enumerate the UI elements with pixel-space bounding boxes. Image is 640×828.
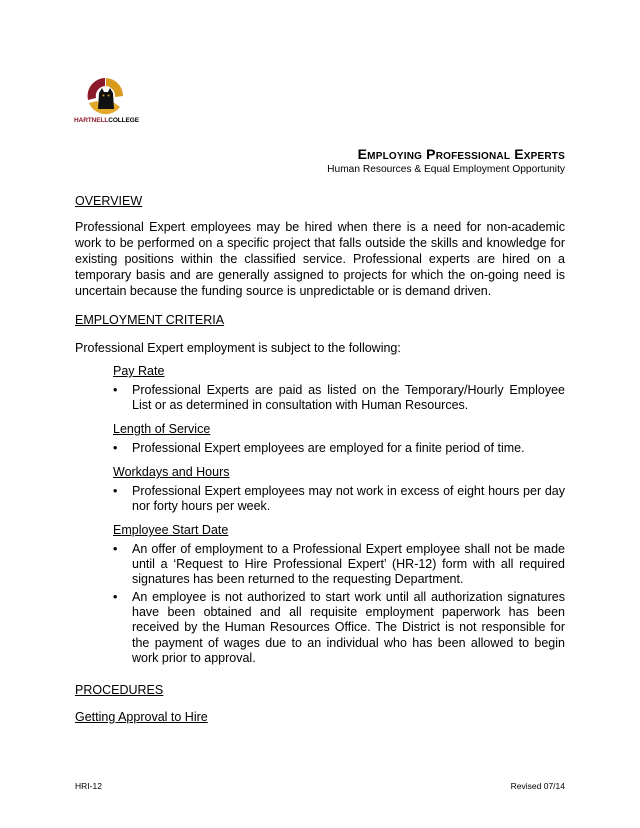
form-number: HRI-12 — [75, 781, 102, 791]
employee-start-date-subheading: Employee Start Date — [113, 523, 229, 537]
bullet-icon: • — [113, 383, 118, 397]
overview-paragraph: Professional Expert employees may be hired when there is a need for non-academic work to be performed on a specific project that falls outside the skills and knowledge for existing positions within the classified service. Professional experts are hired on a temporary basis and are generally assigned to projects for which the on-going need is uncertain because the funding source is unpredictable or is demand driven. — [75, 220, 565, 298]
employment-criteria-heading: EMPLOYMENT CRITERIA — [75, 313, 225, 327]
bullet-icon: • — [113, 590, 118, 604]
bullet-icon: • — [113, 484, 118, 498]
list-item: • Professional Expert employees are employed for a finite period of time. — [113, 441, 525, 455]
overview-heading: OVERVIEW — [75, 194, 143, 208]
length-of-service-subheading: Length of Service — [113, 422, 211, 436]
bullet-icon: • — [113, 542, 118, 556]
panther-seal-icon — [84, 76, 126, 116]
criteria-intro: Professional Expert employment is subject to the following: — [75, 341, 401, 355]
document-title: Employing Professional Experts — [357, 146, 565, 162]
workdays-and-hours-subheading: Workdays and Hours — [113, 465, 230, 479]
logo-wordmark: HARTNELLCOLLEGE — [74, 117, 139, 124]
list-item: • An employee is not authorized to start work until all authorization signatures have been obtained and all requisite employment paperwork has been received by the Human Resources Office. The District is not responsible for the payment of wages due to an individual who has been allowed to begin work prior to approval. — [113, 590, 565, 665]
procedures-heading: PROCEDURES — [75, 683, 164, 697]
list-item: • An offer of employment to a Professional Expert employee shall not be made until a ‘Request to Hire Professional Expert’ (HR-12) form with all required signatures has been returned to the requesting Department. — [113, 542, 565, 587]
bullet-icon: • — [113, 441, 118, 455]
list-item: • Professional Experts are paid as listed on the Temporary/Hourly Employee List or as determined in consultation with Human Resources. — [113, 383, 565, 413]
revision-date: Revised 07/14 — [510, 781, 565, 791]
hartnell-college-logo — [74, 76, 139, 128]
list-item: • Professional Expert employees may not work in excess of eight hours per day nor forty hours per week. — [113, 484, 565, 514]
pay-rate-subheading: Pay Rate — [113, 364, 165, 378]
getting-approval-subheading: Getting Approval to Hire — [75, 710, 208, 724]
document-subtitle: Human Resources & Equal Employment Opportunity — [327, 164, 565, 175]
